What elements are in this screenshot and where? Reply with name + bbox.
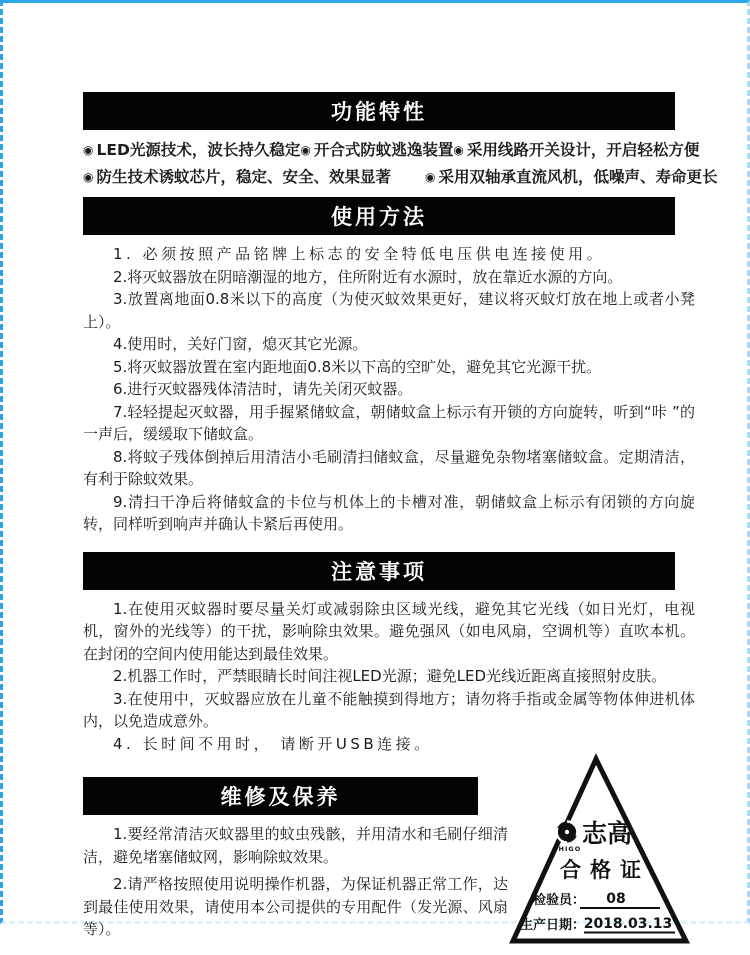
- features-item-label: 防生技术诱蚊芯片，稳定、安全、效果显著: [96, 164, 391, 191]
- bullet-icon: ◉: [83, 137, 93, 164]
- features-list: [83, 137, 695, 191]
- usage-step: 1. 必须按照产品铭牌上标志的安全特低电压供电连接使用。: [83, 243, 695, 266]
- brand-en-label: CHIGO: [553, 845, 582, 853]
- features-item-label: 采用线路开关设计，开启轻松方便: [467, 137, 700, 164]
- features-item: [300, 137, 453, 164]
- usage-steps: [83, 243, 695, 536]
- maintenance-item: 2.请严格按照使用说明操作机器，为保证机器正常工作，达到最佳使用效果，请使用本公司提供的专用配件（发光源、风扇等）。: [83, 873, 508, 941]
- features-item-label: 采用双轴承直流风机，低噪声、寿命更长: [438, 164, 717, 191]
- features-item: [83, 137, 300, 164]
- usage-step: 8.将蚊子残体倒掉后用清洁小毛刷清扫储蚊盒，尽量避免杂物堵塞储蚊盒。定期清洁，有利于除蚊效果。: [83, 446, 695, 491]
- section-header-notice: 注意事项: [83, 552, 675, 590]
- section-header-features: 功能特性: [83, 92, 675, 130]
- notice-items: [83, 598, 695, 756]
- features-item: [425, 164, 718, 191]
- certificate-title: 合格证: [560, 858, 650, 882]
- main-column: [83, 3, 695, 955]
- notice-item: 2.机器工作时，严禁眼睛长时间注视LED光源；避免LED光线近距离直接照射皮肤。: [83, 665, 695, 688]
- inspector-value: 08: [606, 891, 625, 907]
- usage-step: 2.将灭蚊器放在阴暗潮湿的地方，住所附近有水源时，放在靠近水源的方向。: [83, 266, 695, 289]
- bullet-icon: ◉: [83, 164, 93, 191]
- stamp-triangle-border: [513, 759, 686, 941]
- usage-step: 9.清扫干净后将储蚊盒的卡位与机体上的卡槽对准，朝储蚊盒上标示有闭锁的方向旋转，同样听到响声并确认卡紧后再使用。: [83, 491, 695, 536]
- features-row-1: [83, 137, 695, 164]
- bullet-icon: ◉: [453, 137, 463, 164]
- bullet-icon: ◉: [425, 164, 435, 191]
- usage-step: 5.将灭蚊器放置在室内距地面0.8米以下高的空旷处，避免其它光源干扰。: [83, 356, 695, 379]
- features-item: [453, 137, 699, 164]
- usage-step: 4.使用时，关好门窗，熄灭其它光源。: [83, 333, 695, 356]
- inspector-label: 检验员：: [533, 892, 585, 908]
- notice-item: 4. 长时间不用时， 请断开USB连接。: [83, 733, 695, 756]
- usage-step: 7.轻轻提起灭蚊器，用手握紧储蚊盒，朝储蚊盒上标示有开锁的方向旋转，听到“咔 ”的一声后，缓缓取下储蚊盒。: [83, 401, 695, 446]
- chigo-logo-icon: [553, 822, 582, 854]
- bottom-row: [83, 765, 695, 955]
- section-header-maintenance: 维修及保养: [83, 777, 478, 815]
- features-item-label: 开合式防蚊逃逸装置: [314, 137, 454, 164]
- notice-item: 3.在使用中，灭蚊器应放在儿童不能触摸到得地方；请勿将手指或金属等物体伸进机体内，以免造成意外。: [83, 688, 695, 733]
- bullet-icon: ◉: [300, 137, 310, 164]
- usage-step: 6.进行灭蚊器残体清洁时，请先关闭灭蚊器。: [83, 378, 695, 401]
- features-item-label: LED光源技术，波长持久稳定: [96, 137, 300, 164]
- notice-item: 1.在使用灭蚊器时要尽量关灯或减弱除虫区域光线，避免其它光线（如日光灯，电视机，窗外的光线等）的干扰，影响除虫效果。避免强风（如电风扇，空调机等）直吹本机。在封闭的空间内使用能达到最佳效果。: [83, 598, 695, 666]
- features-row-2: [83, 164, 695, 191]
- maintenance-item: 1.要经常清洁灭蚊器里的蚊虫残骸，并用清水和毛刷仔细清洁，避免堵塞储蚊网，影响除蚊效果。: [83, 823, 508, 868]
- maintenance-items: [83, 823, 508, 941]
- features-item: [83, 164, 391, 191]
- qc-stamp-area: [503, 753, 698, 955]
- section-header-usage: 使用方法: [83, 197, 675, 235]
- brand-cn-label: 志高: [582, 819, 632, 848]
- maintenance-column: [83, 765, 508, 955]
- qc-stamp: [503, 753, 698, 951]
- production-date-value: 2018.03.13: [584, 916, 673, 932]
- production-date-label: 生产日期：: [520, 917, 585, 933]
- usage-step: 3.放置离地面0.8米以下的高度（为使灭蚊效果更好，建议将灭蚊灯放在地上或者小凳上）。: [83, 288, 695, 333]
